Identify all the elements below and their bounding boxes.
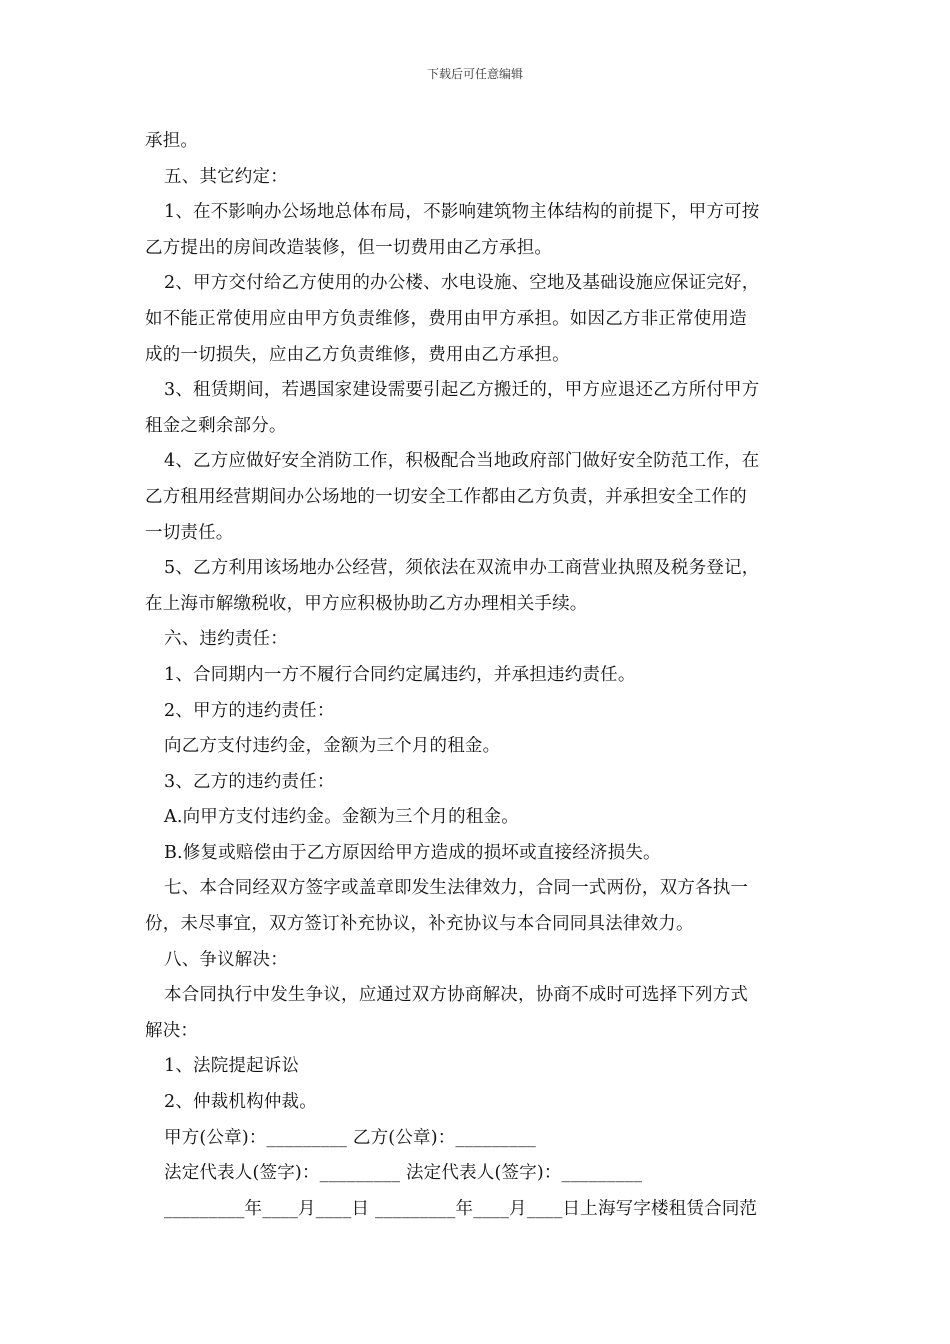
document-line: 解决：	[145, 1020, 199, 1041]
document-line: 五、其它约定：	[164, 166, 288, 187]
document-line: 4、乙方应做好安全消防工作，积极配合当地政府部门做好安全防范工作，在	[164, 451, 760, 472]
document-line: 份，未尽事宜，双方签订补充协议，补充协议与本合同同具法律效力。	[145, 914, 694, 935]
document-line: 如不能正常使用应由甲方负责维修，费用由甲方承担。如因乙方非正常使用造	[145, 308, 747, 329]
document-line: 2、甲方的违约责任：	[164, 700, 335, 721]
document-line: 2、仲裁机构仲裁。	[164, 1092, 317, 1113]
document-line: 1、在不影响办公场地总体布局，不影响建筑物主体结构的前提下，甲方可按	[164, 202, 760, 223]
document-line: 法定代表人(签字)：_________ 法定代表人(签字)：_________	[164, 1163, 643, 1184]
document-line: 承担。	[145, 131, 199, 151]
document-line: 1、合同期内一方不履行合同约定属违约，并承担违约责任。	[164, 664, 636, 685]
document-line: 3、乙方的违约责任：	[164, 771, 335, 792]
document-line: 租金之剩余部分。	[145, 415, 287, 436]
document-body	[145, 124, 807, 1227]
document-line: 七、本合同经双方签字或盖章即发生法律效力，合同一式两份，双方各执一	[164, 878, 749, 899]
document-line: 本合同执行中发生争议，应通过双方协商解决，协商不成时可选择下列方式	[164, 985, 749, 1006]
document-line: 乙方租用经营期间办公场地的一切安全工作都由乙方负责，并承担安全工作的	[145, 486, 747, 507]
document-line: 甲方(公章)：_________ 乙方(公章)：_________	[164, 1127, 536, 1148]
document-line: 2、甲方交付给乙方使用的办公楼、水电设施、空地及基础设施应保证完好，	[164, 273, 760, 294]
document-line: 乙方提出的房间改造装修，但一切费用由乙方承担。	[145, 237, 553, 258]
document-line: 3、租赁期间，若遇国家建设需要引起乙方搬迁的，甲方应退还乙方所付甲方	[164, 380, 760, 401]
document-line: 1、法院提起诉讼	[164, 1056, 300, 1077]
document-line: A.向甲方支付违约金。金额为三个月的租金。	[164, 807, 519, 828]
document-line: B.修复或赔偿由于乙方原因给甲方造成的损坏或直接经济损失。	[164, 842, 661, 863]
document-line: 一切责任。	[145, 522, 234, 543]
document-line: 八、争议解决：	[164, 949, 288, 970]
page-header: 下载后可任意编辑	[426, 67, 523, 81]
document-line: 成的一切损失，应由乙方负责维修，费用由乙方承担。	[145, 344, 570, 365]
document-line: 六、违约责任：	[164, 629, 288, 650]
document-line: _________年____月____日 _________年____月____日上海写字楼租赁合同范	[164, 1198, 758, 1219]
document-line: 向乙方支付违约金，金额为三个月的租金。	[164, 736, 501, 757]
document-line: 在上海市解缴税收，甲方应积极协助乙方办理相关手续。	[145, 593, 588, 614]
document-line: 5、乙方利用该场地办公经营，须依法在双流申办工商营业执照及税务登记，	[164, 558, 760, 579]
